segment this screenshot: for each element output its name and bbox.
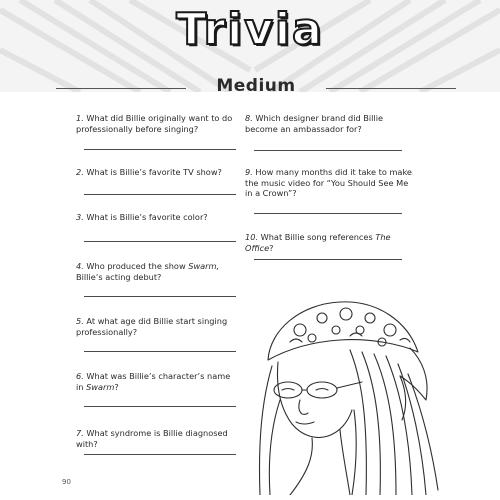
question-text: ? bbox=[269, 242, 274, 253]
page-number: 90 bbox=[62, 478, 71, 486]
answer-line-9[interactable] bbox=[254, 213, 402, 214]
question-7 bbox=[76, 428, 236, 449]
section-header bbox=[56, 76, 456, 100]
question-number: 7. bbox=[76, 428, 84, 438]
question-text: What is Billie’s favorite color? bbox=[86, 212, 208, 222]
page-title: Trivia bbox=[176, 4, 324, 55]
divider-right bbox=[326, 88, 456, 89]
question-text: How many months did it take to make the music video for “You Should See Me in a Crown”? bbox=[245, 167, 412, 198]
question-8 bbox=[245, 113, 415, 134]
question-number: 5. bbox=[76, 316, 84, 326]
question-6 bbox=[76, 371, 236, 392]
question-number: 10. bbox=[245, 232, 259, 242]
answer-line-5[interactable] bbox=[84, 351, 236, 352]
question-4 bbox=[76, 261, 236, 282]
answer-line-3[interactable] bbox=[84, 241, 236, 242]
question-number: 3. bbox=[76, 212, 84, 222]
question-number: 8. bbox=[245, 113, 253, 123]
question-number: 6. bbox=[76, 371, 84, 381]
question-number: 1. bbox=[76, 113, 84, 123]
question-emphasis: Swarm bbox=[86, 381, 115, 392]
question-emphasis: The Office bbox=[245, 232, 391, 253]
answer-line-10[interactable] bbox=[254, 259, 402, 260]
question-9 bbox=[245, 167, 415, 199]
question-text: Billie’s acting debut? bbox=[76, 271, 162, 282]
question-2 bbox=[76, 167, 236, 178]
answer-line-1[interactable] bbox=[84, 149, 236, 150]
billie-portrait-illustration bbox=[250, 290, 440, 495]
question-emphasis: Swarm, bbox=[188, 261, 220, 271]
question-number: 9. bbox=[245, 167, 253, 177]
answer-line-6[interactable] bbox=[84, 406, 236, 407]
question-number: 4. bbox=[76, 261, 84, 271]
answer-line-8[interactable] bbox=[254, 150, 402, 151]
question-text: Which designer brand did Billie become an ambassador for? bbox=[245, 113, 384, 134]
question-text: What Billie song references bbox=[260, 232, 376, 242]
question-text: What is Billie’s favorite TV show? bbox=[86, 167, 222, 177]
question-10 bbox=[245, 232, 415, 253]
question-text: What did Billie originally want to do professionally before singing? bbox=[76, 113, 233, 134]
question-text: What was Billie’s character’s name in bbox=[76, 371, 231, 392]
question-5 bbox=[76, 316, 236, 337]
question-text: ? bbox=[114, 381, 119, 392]
question-1 bbox=[76, 113, 236, 134]
question-text: Who produced the show bbox=[86, 261, 189, 271]
question-text: What syndrome is Billie diagnosed with? bbox=[76, 428, 228, 449]
answer-line-4[interactable] bbox=[84, 296, 236, 297]
question-number: 2. bbox=[76, 167, 84, 177]
question-3 bbox=[76, 212, 236, 223]
answer-line-7[interactable] bbox=[84, 454, 236, 455]
answer-line-2[interactable] bbox=[84, 194, 236, 195]
question-text: At what age did Billie start singing professionally? bbox=[76, 316, 228, 337]
section-title: Medium bbox=[216, 76, 296, 96]
